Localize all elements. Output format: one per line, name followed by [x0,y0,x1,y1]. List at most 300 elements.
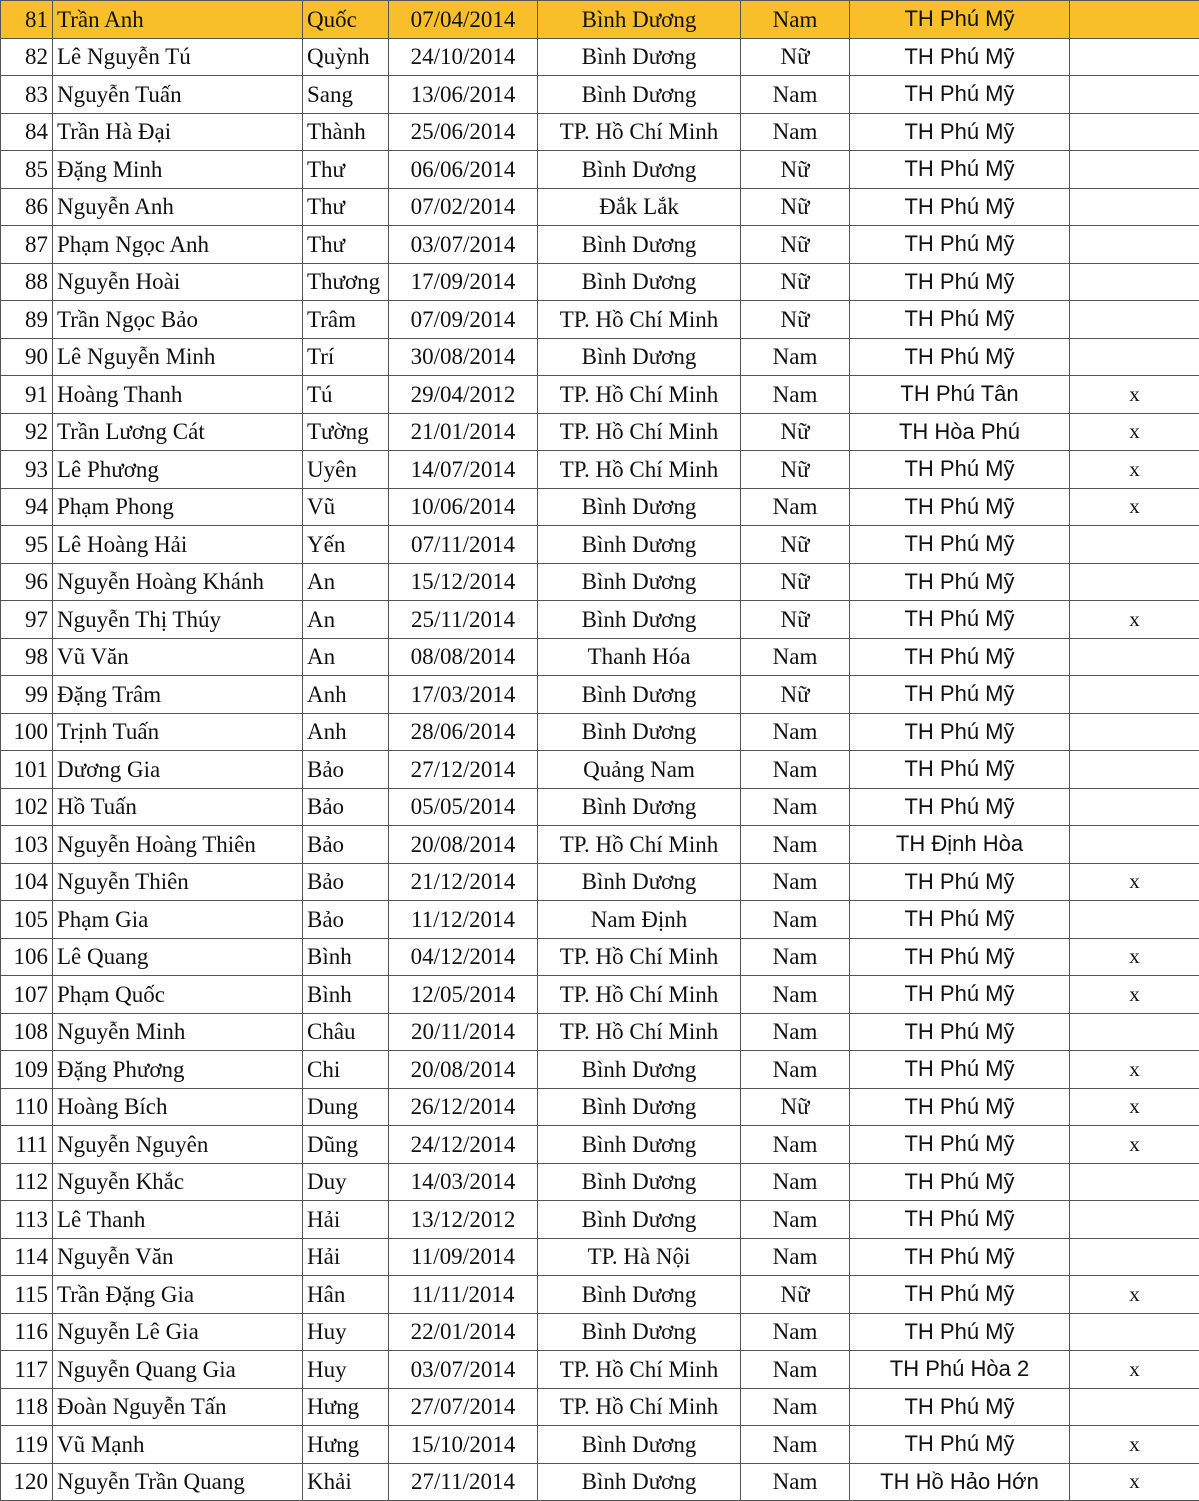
table-row[interactable] [1,263,1199,301]
last-middle-name-cell[interactable]: Phạm Ngọc Anh [53,226,303,264]
last-middle-name-cell[interactable]: Hoàng Thanh [53,376,303,414]
birth-place-cell[interactable]: Bình Dương [538,713,741,751]
first-name-cell[interactable]: Thư [303,151,389,189]
last-middle-name-cell[interactable]: Phạm Quốc [53,976,303,1014]
first-name-cell[interactable]: Thư [303,188,389,226]
first-name-cell[interactable]: Thư [303,226,389,264]
mark-cell[interactable]: x [1070,376,1199,414]
birth-date-cell[interactable]: 07/09/2014 [389,301,538,339]
birth-date-cell[interactable]: 13/06/2014 [389,76,538,114]
birth-date-cell[interactable]: 11/12/2014 [389,901,538,939]
birth-place-cell[interactable]: Bình Dương [538,38,741,76]
birth-place-cell[interactable]: Bình Dương [538,563,741,601]
school-cell[interactable]: TH Phú Mỹ [850,1,1070,39]
row-number-cell[interactable]: 81 [1,1,53,39]
mark-cell[interactable] [1070,826,1199,864]
mark-cell[interactable]: x [1070,451,1199,489]
birth-date-cell[interactable]: 03/07/2014 [389,1351,538,1389]
last-middle-name-cell[interactable]: Trần Anh [53,1,303,39]
row-number-cell[interactable]: 84 [1,113,53,151]
row-number-cell[interactable]: 117 [1,1351,53,1389]
row-number-cell[interactable]: 98 [1,638,53,676]
mark-cell[interactable]: x [1070,1126,1199,1164]
last-middle-name-cell[interactable]: Đặng Phương [53,1051,303,1089]
birth-place-cell[interactable]: Nam Định [538,901,741,939]
school-cell[interactable]: TH Phú Mỹ [850,301,1070,339]
table-row[interactable] [1,601,1199,639]
gender-cell[interactable]: Nam [741,976,850,1014]
first-name-cell[interactable]: Bảo [303,826,389,864]
gender-cell[interactable]: Nữ [741,526,850,564]
gender-cell[interactable]: Nam [741,788,850,826]
birth-date-cell[interactable]: 07/11/2014 [389,526,538,564]
row-number-cell[interactable]: 114 [1,1238,53,1276]
school-cell[interactable]: TH Phú Mỹ [850,1276,1070,1314]
school-cell[interactable]: TH Phú Mỹ [850,1013,1070,1051]
gender-cell[interactable]: Nữ [741,413,850,451]
birth-date-cell[interactable]: 30/08/2014 [389,338,538,376]
birth-place-cell[interactable]: Bình Dương [538,263,741,301]
row-number-cell[interactable]: 111 [1,1126,53,1164]
row-number-cell[interactable]: 113 [1,1201,53,1239]
table-row[interactable] [1,826,1199,864]
birth-place-cell[interactable]: Bình Dương [538,76,741,114]
first-name-cell[interactable]: An [303,563,389,601]
row-number-cell[interactable]: 96 [1,563,53,601]
last-middle-name-cell[interactable]: Trần Hà Đại [53,113,303,151]
gender-cell[interactable]: Nam [741,338,850,376]
row-number-cell[interactable]: 92 [1,413,53,451]
row-number-cell[interactable]: 108 [1,1013,53,1051]
mark-cell[interactable] [1070,1388,1199,1426]
birth-place-cell[interactable]: Bình Dương [538,1276,741,1314]
birth-place-cell[interactable]: Bình Dương [538,1313,741,1351]
last-middle-name-cell[interactable]: Lê Nguyễn Minh [53,338,303,376]
mark-cell[interactable] [1070,788,1199,826]
row-number-cell[interactable]: 101 [1,751,53,789]
gender-cell[interactable]: Nam [741,1313,850,1351]
birth-date-cell[interactable]: 29/04/2012 [389,376,538,414]
gender-cell[interactable]: Nam [741,901,850,939]
birth-date-cell[interactable]: 17/09/2014 [389,263,538,301]
mark-cell[interactable] [1070,751,1199,789]
last-middle-name-cell[interactable]: Phạm Gia [53,901,303,939]
school-cell[interactable]: TH Hồ Hảo Hớn [850,1463,1070,1501]
birth-place-cell[interactable]: TP. Hồ Chí Minh [538,113,741,151]
birth-place-cell[interactable]: Bình Dương [538,601,741,639]
birth-date-cell[interactable]: 17/03/2014 [389,676,538,714]
birth-date-cell[interactable]: 15/10/2014 [389,1426,538,1464]
last-middle-name-cell[interactable]: Nguyễn Thiên [53,863,303,901]
mark-cell[interactable] [1070,188,1199,226]
mark-cell[interactable] [1070,638,1199,676]
gender-cell[interactable]: Nam [741,76,850,114]
school-cell[interactable]: TH Phú Mỹ [850,226,1070,264]
gender-cell[interactable]: Nữ [741,38,850,76]
mark-cell[interactable] [1070,526,1199,564]
birth-date-cell[interactable]: 06/06/2014 [389,151,538,189]
mark-cell[interactable]: x [1070,601,1199,639]
mark-cell[interactable] [1070,1201,1199,1239]
last-middle-name-cell[interactable]: Lê Nguyễn Tú [53,38,303,76]
school-cell[interactable]: TH Phú Mỹ [850,1126,1070,1164]
mark-cell[interactable] [1070,676,1199,714]
mark-cell[interactable] [1070,713,1199,751]
birth-date-cell[interactable]: 07/02/2014 [389,188,538,226]
first-name-cell[interactable]: Anh [303,676,389,714]
table-row[interactable] [1,488,1199,526]
last-middle-name-cell[interactable]: Nguyễn Thị Thúy [53,601,303,639]
gender-cell[interactable]: Nam [741,751,850,789]
gender-cell[interactable]: Nữ [741,451,850,489]
first-name-cell[interactable]: Bảo [303,751,389,789]
birth-date-cell[interactable]: 21/12/2014 [389,863,538,901]
table-row[interactable] [1,563,1199,601]
table-row[interactable] [1,151,1199,189]
birth-place-cell[interactable]: Bình Dương [538,1088,741,1126]
birth-place-cell[interactable]: Bình Dương [538,1463,741,1501]
table-row[interactable] [1,1463,1199,1501]
table-row[interactable] [1,413,1199,451]
gender-cell[interactable]: Nam [741,1051,850,1089]
birth-date-cell[interactable]: 04/12/2014 [389,938,538,976]
row-number-cell[interactable]: 99 [1,676,53,714]
birth-place-cell[interactable]: TP. Hà Nội [538,1238,741,1276]
birth-place-cell[interactable]: Bình Dương [538,1,741,39]
last-middle-name-cell[interactable]: Nguyễn Hoàng Khánh [53,563,303,601]
birth-place-cell[interactable]: Bình Dương [538,526,741,564]
table-row[interactable] [1,301,1199,339]
school-cell[interactable]: TH Phú Mỹ [850,1426,1070,1464]
birth-place-cell[interactable]: Bình Dương [538,338,741,376]
gender-cell[interactable]: Nữ [741,1088,850,1126]
school-cell[interactable]: TH Phú Mỹ [850,788,1070,826]
last-middle-name-cell[interactable]: Nguyễn Minh [53,1013,303,1051]
gender-cell[interactable]: Nam [741,1351,850,1389]
school-cell[interactable]: TH Phú Mỹ [850,1088,1070,1126]
gender-cell[interactable]: Nam [741,113,850,151]
school-cell[interactable]: TH Phú Hòa 2 [850,1351,1070,1389]
last-middle-name-cell[interactable]: Nguyễn Hoàng Thiên [53,826,303,864]
row-number-cell[interactable]: 105 [1,901,53,939]
first-name-cell[interactable]: Sang [303,76,389,114]
birth-date-cell[interactable]: 14/03/2014 [389,1163,538,1201]
first-name-cell[interactable]: Uyên [303,451,389,489]
mark-cell[interactable]: x [1070,1051,1199,1089]
birth-place-cell[interactable]: Bình Dương [538,788,741,826]
school-cell[interactable]: TH Phú Mỹ [850,338,1070,376]
first-name-cell[interactable]: Hân [303,1276,389,1314]
row-number-cell[interactable]: 93 [1,451,53,489]
table-row[interactable] [1,1388,1199,1426]
school-cell[interactable]: TH Phú Mỹ [850,526,1070,564]
first-name-cell[interactable]: Bảo [303,863,389,901]
gender-cell[interactable]: Nữ [741,563,850,601]
row-number-cell[interactable]: 90 [1,338,53,376]
mark-cell[interactable] [1070,901,1199,939]
gender-cell[interactable]: Nam [741,1126,850,1164]
gender-cell[interactable]: Nam [741,1163,850,1201]
mark-cell[interactable] [1070,301,1199,339]
school-cell[interactable]: TH Phú Mỹ [850,1238,1070,1276]
table-row[interactable] [1,751,1199,789]
last-middle-name-cell[interactable]: Vũ Văn [53,638,303,676]
school-cell[interactable]: TH Phú Mỹ [850,751,1070,789]
birth-place-cell[interactable]: Bình Dương [538,151,741,189]
table-row[interactable] [1,1013,1199,1051]
first-name-cell[interactable]: Thành [303,113,389,151]
birth-place-cell[interactable]: Bình Dương [538,676,741,714]
row-number-cell[interactable]: 85 [1,151,53,189]
birth-date-cell[interactable]: 11/09/2014 [389,1238,538,1276]
gender-cell[interactable]: Nam [741,1201,850,1239]
row-number-cell[interactable]: 109 [1,1051,53,1089]
table-row[interactable] [1,1,1199,39]
table-row[interactable] [1,676,1199,714]
birth-place-cell[interactable]: TP. Hồ Chí Minh [538,976,741,1014]
mark-cell[interactable] [1070,113,1199,151]
row-number-cell[interactable]: 100 [1,713,53,751]
last-middle-name-cell[interactable]: Lê Thanh [53,1201,303,1239]
birth-place-cell[interactable]: TP. Hồ Chí Minh [538,938,741,976]
school-cell[interactable]: TH Định Hòa [850,826,1070,864]
row-number-cell[interactable]: 83 [1,76,53,114]
gender-cell[interactable]: Nam [741,1388,850,1426]
gender-cell[interactable]: Nam [741,863,850,901]
birth-date-cell[interactable]: 03/07/2014 [389,226,538,264]
first-name-cell[interactable]: Thương [303,263,389,301]
birth-place-cell[interactable]: Đắk Lắk [538,188,741,226]
row-number-cell[interactable]: 82 [1,38,53,76]
first-name-cell[interactable]: Quỳnh [303,38,389,76]
last-middle-name-cell[interactable]: Lê Hoàng Hải [53,526,303,564]
first-name-cell[interactable]: Tường [303,413,389,451]
gender-cell[interactable]: Nam [741,938,850,976]
table-row[interactable] [1,113,1199,151]
last-middle-name-cell[interactable]: Trần Ngọc Bảo [53,301,303,339]
row-number-cell[interactable]: 91 [1,376,53,414]
school-cell[interactable]: TH Phú Mỹ [850,601,1070,639]
school-cell[interactable]: TH Phú Mỹ [850,638,1070,676]
table-row[interactable] [1,1126,1199,1164]
mark-cell[interactable]: x [1070,488,1199,526]
birth-place-cell[interactable]: TP. Hồ Chí Minh [538,1351,741,1389]
first-name-cell[interactable]: Tú [303,376,389,414]
gender-cell[interactable]: Nữ [741,188,850,226]
table-row[interactable] [1,1051,1199,1089]
row-number-cell[interactable]: 120 [1,1463,53,1501]
last-middle-name-cell[interactable]: Nguyễn Anh [53,188,303,226]
table-row[interactable] [1,638,1199,676]
first-name-cell[interactable]: Anh [303,713,389,751]
row-number-cell[interactable]: 102 [1,788,53,826]
row-number-cell[interactable]: 106 [1,938,53,976]
first-name-cell[interactable]: Bảo [303,901,389,939]
school-cell[interactable]: TH Phú Mỹ [850,488,1070,526]
first-name-cell[interactable]: Duy [303,1163,389,1201]
row-number-cell[interactable]: 110 [1,1088,53,1126]
first-name-cell[interactable]: Bình [303,976,389,1014]
first-name-cell[interactable]: Dũng [303,1126,389,1164]
mark-cell[interactable]: x [1070,1351,1199,1389]
mark-cell[interactable] [1070,1163,1199,1201]
table-row[interactable] [1,863,1199,901]
school-cell[interactable]: TH Phú Mỹ [850,263,1070,301]
first-name-cell[interactable]: Hưng [303,1426,389,1464]
first-name-cell[interactable]: Hưng [303,1388,389,1426]
gender-cell[interactable]: Nữ [741,301,850,339]
birth-place-cell[interactable]: Quảng Nam [538,751,741,789]
first-name-cell[interactable]: Yến [303,526,389,564]
table-row[interactable] [1,451,1199,489]
birth-place-cell[interactable]: TP. Hồ Chí Minh [538,413,741,451]
first-name-cell[interactable]: Trâm [303,301,389,339]
gender-cell[interactable]: Nam [741,1013,850,1051]
gender-cell[interactable]: Nam [741,1238,850,1276]
birth-date-cell[interactable]: 22/01/2014 [389,1313,538,1351]
first-name-cell[interactable]: Vũ [303,488,389,526]
gender-cell[interactable]: Nam [741,1463,850,1501]
table-row[interactable] [1,188,1199,226]
birth-place-cell[interactable]: TP. Hồ Chí Minh [538,1013,741,1051]
table-row[interactable] [1,976,1199,1014]
row-number-cell[interactable]: 88 [1,263,53,301]
first-name-cell[interactable]: Châu [303,1013,389,1051]
gender-cell[interactable]: Nam [741,713,850,751]
last-middle-name-cell[interactable]: Nguyễn Trần Quang [53,1463,303,1501]
row-number-cell[interactable]: 86 [1,188,53,226]
birth-place-cell[interactable]: TP. Hồ Chí Minh [538,301,741,339]
birth-place-cell[interactable]: Bình Dương [538,1163,741,1201]
gender-cell[interactable]: Nữ [741,263,850,301]
table-row[interactable] [1,1201,1199,1239]
birth-place-cell[interactable]: Bình Dương [538,863,741,901]
birth-date-cell[interactable]: 24/10/2014 [389,38,538,76]
table-row[interactable] [1,713,1199,751]
birth-date-cell[interactable]: 11/11/2014 [389,1276,538,1314]
birth-date-cell[interactable]: 08/08/2014 [389,638,538,676]
school-cell[interactable]: TH Phú Mỹ [850,563,1070,601]
row-number-cell[interactable]: 107 [1,976,53,1014]
first-name-cell[interactable]: Bình [303,938,389,976]
birth-place-cell[interactable]: Bình Dương [538,488,741,526]
last-middle-name-cell[interactable]: Lê Phương [53,451,303,489]
first-name-cell[interactable]: Trí [303,338,389,376]
table-row[interactable] [1,901,1199,939]
mark-cell[interactable]: x [1070,976,1199,1014]
birth-date-cell[interactable]: 15/12/2014 [389,563,538,601]
birth-place-cell[interactable]: TP. Hồ Chí Minh [538,826,741,864]
gender-cell[interactable]: Nam [741,1426,850,1464]
school-cell[interactable]: TH Phú Mỹ [850,188,1070,226]
birth-date-cell[interactable]: 10/06/2014 [389,488,538,526]
last-middle-name-cell[interactable]: Trần Lương Cát [53,413,303,451]
birth-place-cell[interactable]: Bình Dương [538,226,741,264]
row-number-cell[interactable]: 115 [1,1276,53,1314]
mark-cell[interactable] [1070,76,1199,114]
table-row[interactable] [1,1426,1199,1464]
birth-date-cell[interactable]: 24/12/2014 [389,1126,538,1164]
school-cell[interactable]: TH Phú Mỹ [850,1313,1070,1351]
birth-place-cell[interactable]: TP. Hồ Chí Minh [538,1388,741,1426]
school-cell[interactable]: TH Phú Mỹ [850,38,1070,76]
birth-date-cell[interactable]: 20/08/2014 [389,1051,538,1089]
birth-date-cell[interactable]: 21/01/2014 [389,413,538,451]
table-row[interactable] [1,376,1199,414]
mark-cell[interactable]: x [1070,938,1199,976]
first-name-cell[interactable]: An [303,601,389,639]
table-row[interactable] [1,938,1199,976]
birth-place-cell[interactable]: Thanh Hóa [538,638,741,676]
mark-cell[interactable]: x [1070,413,1199,451]
row-number-cell[interactable]: 103 [1,826,53,864]
first-name-cell[interactable]: Hải [303,1238,389,1276]
first-name-cell[interactable]: Chi [303,1051,389,1089]
birth-date-cell[interactable]: 27/07/2014 [389,1388,538,1426]
last-middle-name-cell[interactable]: Dương Gia [53,751,303,789]
birth-place-cell[interactable]: Bình Dương [538,1051,741,1089]
first-name-cell[interactable]: An [303,638,389,676]
last-middle-name-cell[interactable]: Đặng Minh [53,151,303,189]
birth-date-cell[interactable]: 05/05/2014 [389,788,538,826]
school-cell[interactable]: TH Phú Mỹ [850,113,1070,151]
gender-cell[interactable]: Nam [741,488,850,526]
mark-cell[interactable]: x [1070,1426,1199,1464]
first-name-cell[interactable]: Bảo [303,788,389,826]
birth-place-cell[interactable]: Bình Dương [538,1126,741,1164]
birth-date-cell[interactable]: 25/06/2014 [389,113,538,151]
first-name-cell[interactable]: Dung [303,1088,389,1126]
birth-date-cell[interactable]: 28/06/2014 [389,713,538,751]
gender-cell[interactable]: Nam [741,1,850,39]
table-row[interactable] [1,1088,1199,1126]
table-row[interactable] [1,338,1199,376]
row-number-cell[interactable]: 95 [1,526,53,564]
table-row[interactable] [1,38,1199,76]
last-middle-name-cell[interactable]: Nguyễn Tuấn [53,76,303,114]
last-middle-name-cell[interactable]: Nguyễn Khắc [53,1163,303,1201]
gender-cell[interactable]: Nữ [741,1276,850,1314]
row-number-cell[interactable]: 104 [1,863,53,901]
school-cell[interactable]: TH Phú Mỹ [850,863,1070,901]
school-cell[interactable]: TH Phú Mỹ [850,976,1070,1014]
last-middle-name-cell[interactable]: Vũ Mạnh [53,1426,303,1464]
table-row[interactable] [1,526,1199,564]
gender-cell[interactable]: Nữ [741,601,850,639]
mark-cell[interactable] [1070,1313,1199,1351]
school-cell[interactable]: TH Phú Mỹ [850,676,1070,714]
birth-date-cell[interactable]: 26/12/2014 [389,1088,538,1126]
mark-cell[interactable]: x [1070,1463,1199,1501]
first-name-cell[interactable]: Khải [303,1463,389,1501]
birth-date-cell[interactable]: 27/12/2014 [389,751,538,789]
last-middle-name-cell[interactable]: Đặng Trâm [53,676,303,714]
school-cell[interactable]: TH Phú Mỹ [850,1201,1070,1239]
birth-date-cell[interactable]: 20/08/2014 [389,826,538,864]
birth-date-cell[interactable]: 14/07/2014 [389,451,538,489]
row-number-cell[interactable]: 118 [1,1388,53,1426]
school-cell[interactable]: TH Phú Mỹ [850,151,1070,189]
birth-place-cell[interactable]: Bình Dương [538,1426,741,1464]
row-number-cell[interactable]: 112 [1,1163,53,1201]
school-cell[interactable]: TH Phú Mỹ [850,901,1070,939]
school-cell[interactable]: TH Hòa Phú [850,413,1070,451]
last-middle-name-cell[interactable]: Đoàn Nguyễn Tấn [53,1388,303,1426]
birth-date-cell[interactable]: 13/12/2012 [389,1201,538,1239]
gender-cell[interactable]: Nam [741,376,850,414]
table-row[interactable] [1,226,1199,264]
school-cell[interactable]: TH Phú Mỹ [850,451,1070,489]
